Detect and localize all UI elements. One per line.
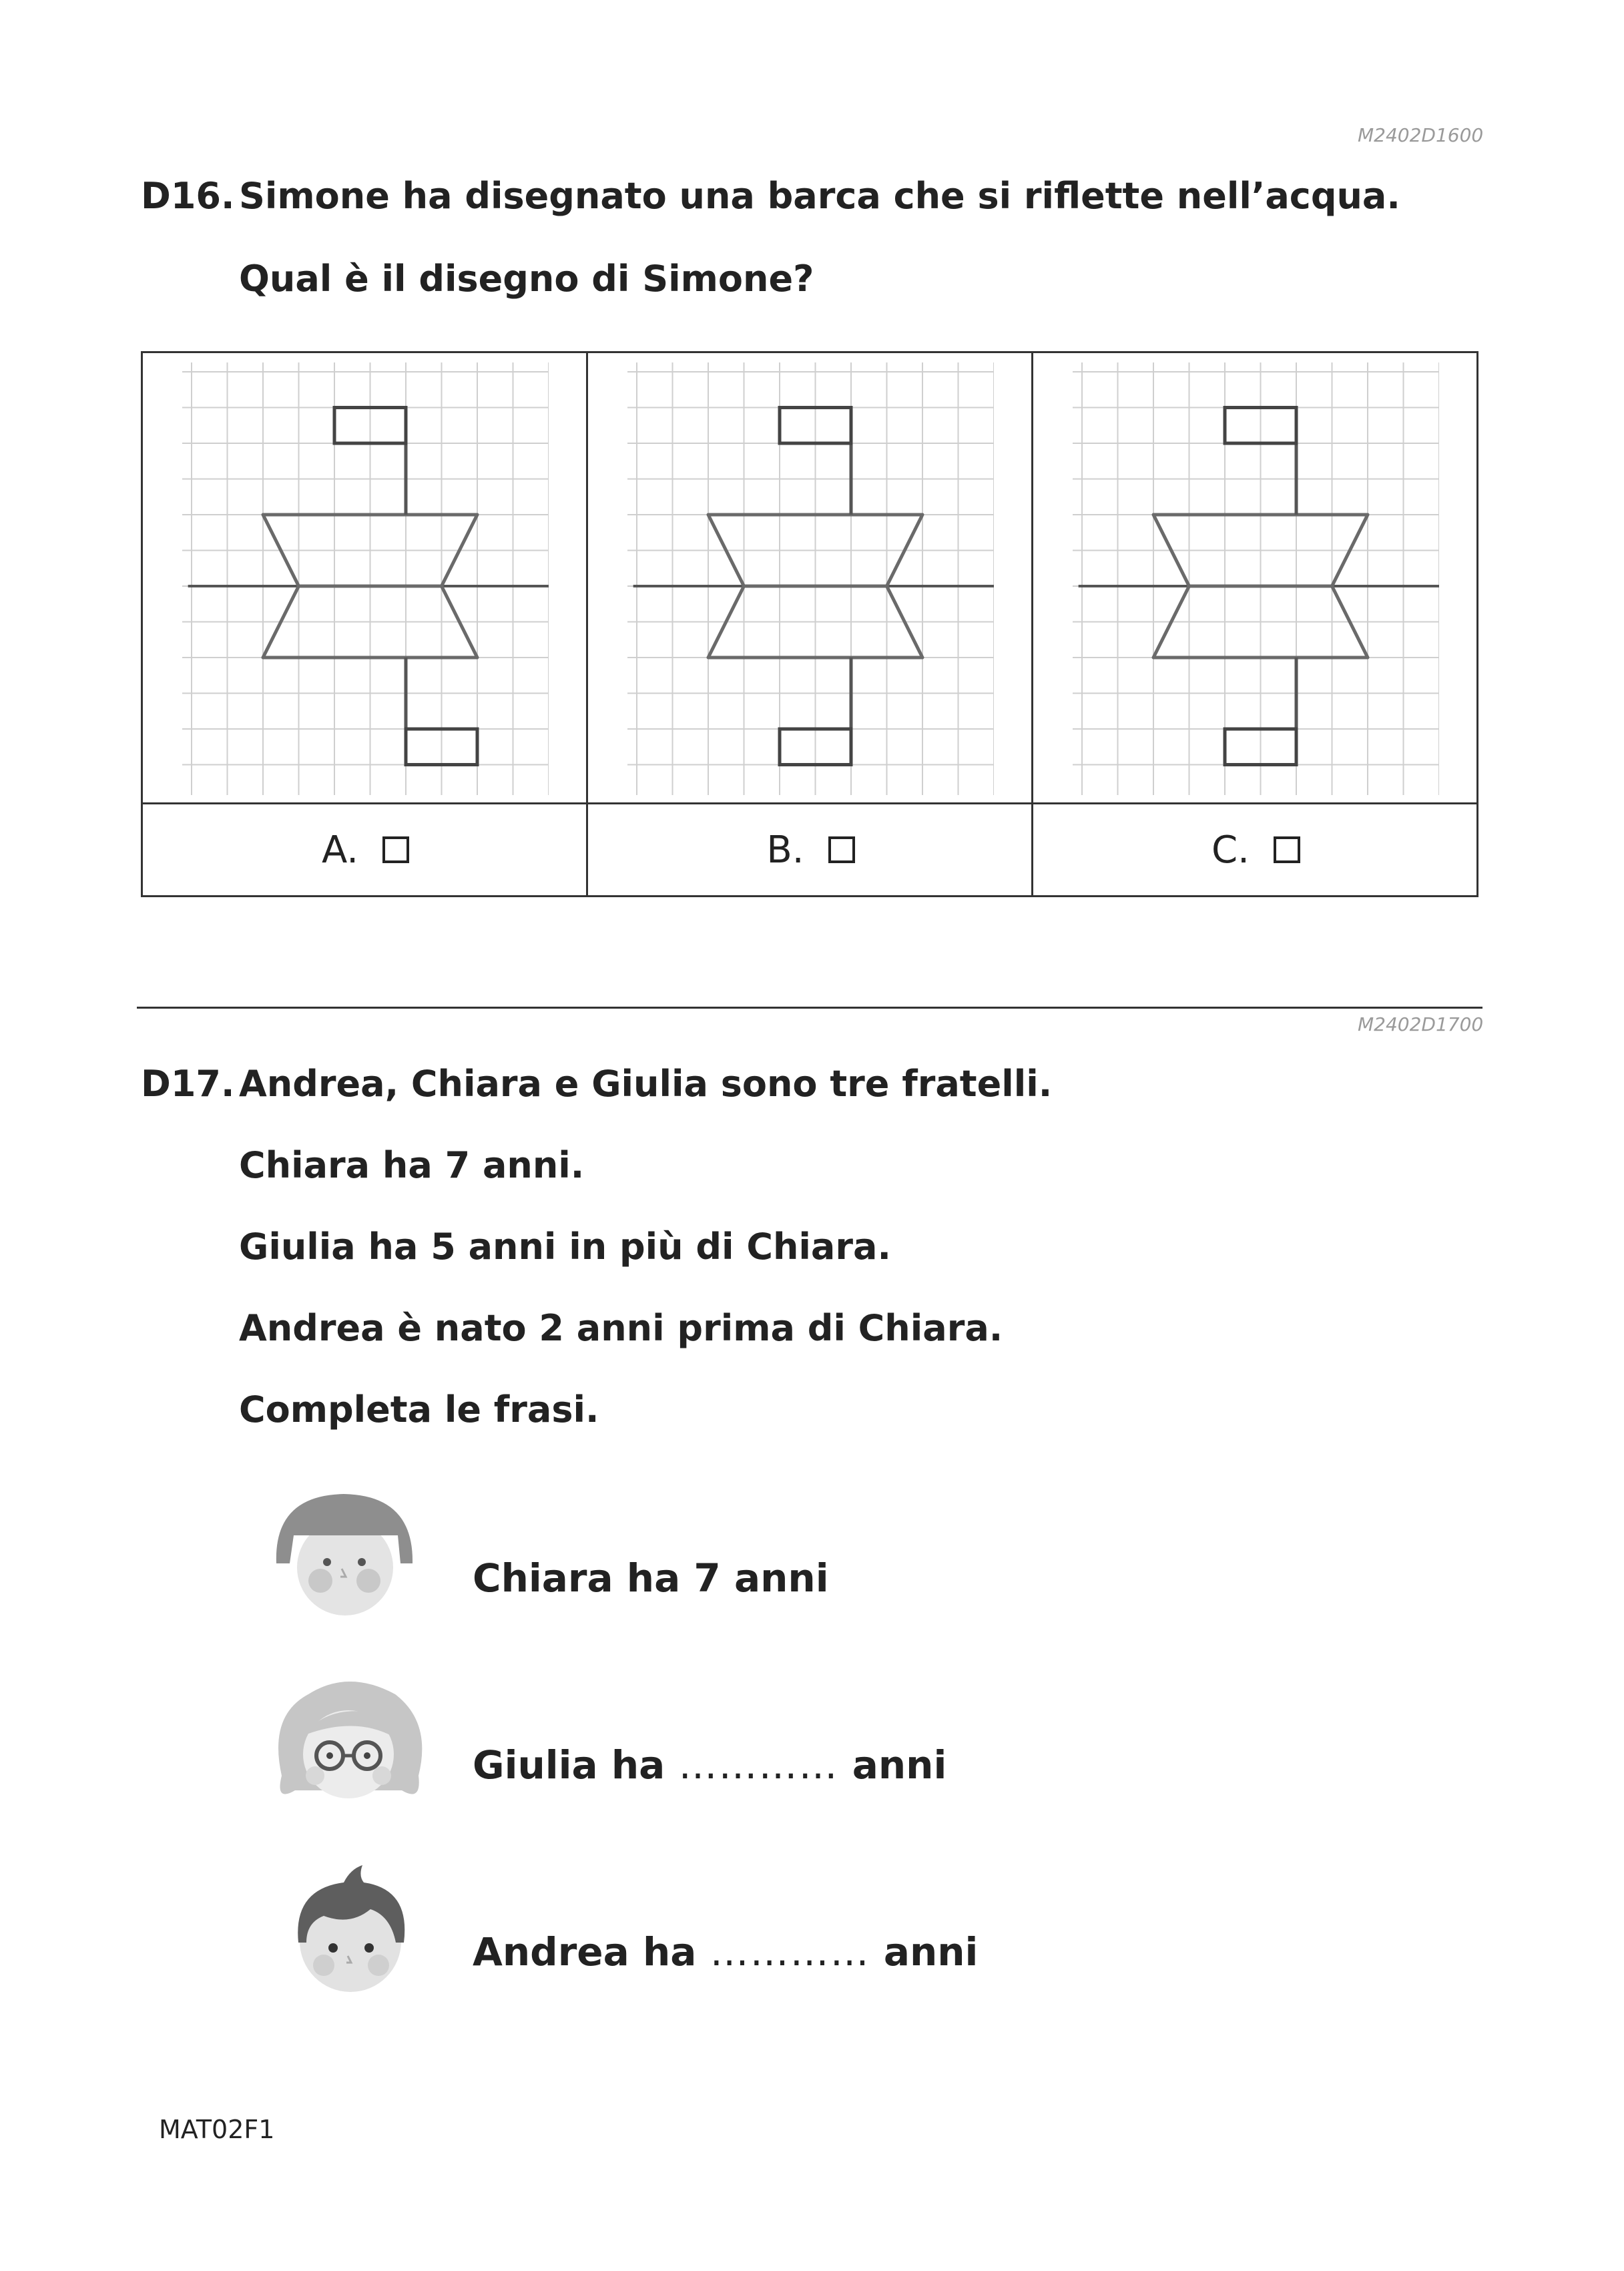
chiara-face-icon <box>267 1489 421 1622</box>
giulia-age-blank[interactable]: ………… <box>678 1742 839 1788</box>
chiara-sentence: Chiara ha 7 anni <box>473 1555 829 1601</box>
andrea-sentence-end: anni <box>883 1929 979 1975</box>
question-text-d17-line4: Andrea è nato 2 anni prima di Chiara. <box>239 1307 1003 1349</box>
question-text-d17-line5: Completa le frasi. <box>239 1389 599 1431</box>
option-c-drawing <box>1033 353 1478 802</box>
question-number-d17: D17. <box>141 1063 235 1105</box>
option-a-letter: A. <box>321 828 359 872</box>
andrea-sentence <box>473 1929 978 1975</box>
giulia-sentence-start: Giulia ha <box>473 1742 665 1788</box>
question-text-d17-line2: Chiara ha 7 anni. <box>239 1144 585 1186</box>
page-footer-code: MAT02F1 <box>159 2115 275 2144</box>
option-c-letter: C. <box>1211 828 1250 872</box>
option-a-drawing <box>143 353 588 802</box>
question-number-d16: D16. <box>141 175 235 217</box>
question-code-d17: M2402D1700 <box>1358 1013 1484 1035</box>
option-b[interactable] <box>588 802 1033 897</box>
option-b-checkbox[interactable] <box>828 836 855 863</box>
option-c-checkbox[interactable] <box>1274 836 1300 863</box>
option-b-drawing <box>588 353 1033 802</box>
boat-reflection-drawing-c <box>1065 358 1439 795</box>
giulia-sentence <box>473 1742 946 1788</box>
section-divider <box>137 1007 1482 1009</box>
option-c[interactable] <box>1033 802 1478 897</box>
option-a-checkbox[interactable] <box>382 836 409 863</box>
andrea-face-icon <box>284 1862 417 1996</box>
giulia-sentence-end: anni <box>852 1742 947 1788</box>
option-a[interactable] <box>143 802 588 897</box>
andrea-age-blank[interactable]: ………… <box>710 1929 870 1975</box>
question-text-d17-line1: Andrea, Chiara e Giulia sono tre fratelli. <box>239 1063 1053 1105</box>
boat-reflection-drawing-a <box>175 358 549 795</box>
answer-options-table <box>141 351 1478 897</box>
option-b-letter: B. <box>766 828 804 872</box>
question-text-d16-line1: Simone ha disegnato una barca che si riflette nell’acqua. <box>239 175 1400 217</box>
question-code-d16: M2402D1600 <box>1358 124 1484 146</box>
question-text-d16-line2: Qual è il disegno di Simone? <box>239 258 814 300</box>
giulia-face-icon <box>268 1676 429 1809</box>
boat-reflection-drawing-b <box>620 358 994 795</box>
question-text-d17-line3: Giulia ha 5 anni in più di Chiara. <box>239 1226 891 1268</box>
andrea-sentence-start: Andrea ha <box>473 1929 697 1975</box>
